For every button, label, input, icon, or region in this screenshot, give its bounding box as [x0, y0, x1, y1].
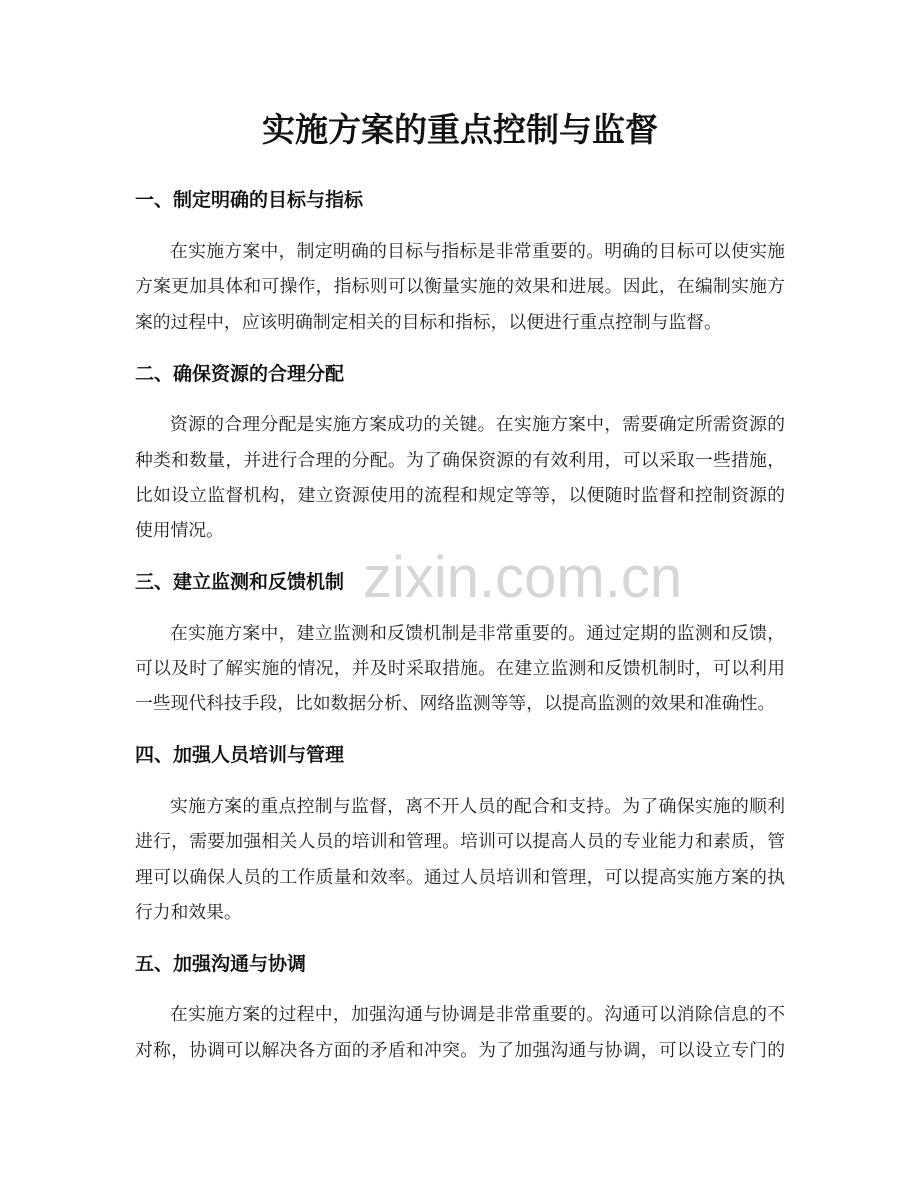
section-paragraph — [135, 997, 785, 1068]
paragraph-line: 在实施方案中，制定明确的目标与指标是非常重要的。明确的目标可以使实施 — [170, 241, 785, 263]
section-heading: 一、制定明确的目标与指标 — [135, 189, 364, 212]
watermark: zixin.com.cn — [363, 545, 683, 610]
paragraph-line: 对称，协调可以解决各方面的矛盾和冲突。为了加强沟通与协调，可以设立专门的 — [135, 1039, 785, 1061]
paragraph-line: 使用情况。 — [135, 520, 224, 542]
section-heading: 二、确保资源的合理分配 — [135, 362, 345, 385]
section-paragraph — [135, 407, 785, 548]
paragraph-line: 种类和数量，并进行合理的分配。为了确保资源的有效利用，可以采取一些措施， — [135, 449, 785, 471]
paragraph-line: 可以及时了解实施的情况，并及时采取措施。在建立监测和反馈机制时，可以利用 — [135, 658, 785, 680]
paragraph-line: 行力和效果。 — [135, 901, 242, 923]
section-communication — [135, 947, 785, 1068]
paragraph-line: 比如设立监督机构，建立资源使用的流程和规定等等，以便随时监督和控制资源的 — [135, 484, 785, 506]
paragraph-line: 在实施方案中，建立监测和反馈机制是非常重要的。通过定期的监测和反馈， — [170, 622, 785, 644]
section-heading: 四、加强人员培训与管理 — [135, 744, 345, 767]
paragraph-line: 方案更加具体和可操作，指标则可以衡量实施的效果和进展。因此，在编制实施方 — [135, 276, 785, 298]
paragraph-line: 理可以确保人员的工作质量和效率。通过人员培训和管理，可以提高实施方案的执 — [135, 866, 785, 888]
section-goals — [135, 183, 785, 340]
paragraph-line: 资源的合理分配是实施方案成功的关键。在实施方案中，需要确定所需资源的 — [170, 414, 785, 436]
section-resources — [135, 357, 785, 549]
paragraph-line: 案的过程中，应该明确制定相关的目标和指标，以便进行重点控制与监督。 — [135, 311, 722, 333]
section-paragraph — [135, 789, 785, 930]
section-heading: 三、建立监测和反馈机制 — [135, 571, 345, 594]
paragraph-line: 一些现代科技手段，比如数据分析、网络监测等等，以提高监测的效果和准确性。 — [135, 693, 776, 715]
section-paragraph — [135, 616, 785, 722]
paragraph-line: 在实施方案的过程中，加强沟通与协调是非常重要的。沟通可以消除信息的不 — [170, 1004, 785, 1026]
section-monitoring — [135, 565, 785, 722]
section-paragraph — [135, 234, 785, 340]
paragraph-line: 实施方案的重点控制与监督，离不开人员的配合和支持。为了确保实施的顺利 — [170, 796, 785, 817]
paragraph-line: 进行，需要加强相关人员的培训和管理。培训可以提高人员的专业能力和素质，管 — [135, 831, 785, 853]
section-heading: 五、加强沟通与协调 — [135, 952, 307, 975]
page-title: 实施方案的重点控制与监督 — [262, 110, 658, 149]
section-training — [135, 738, 785, 930]
